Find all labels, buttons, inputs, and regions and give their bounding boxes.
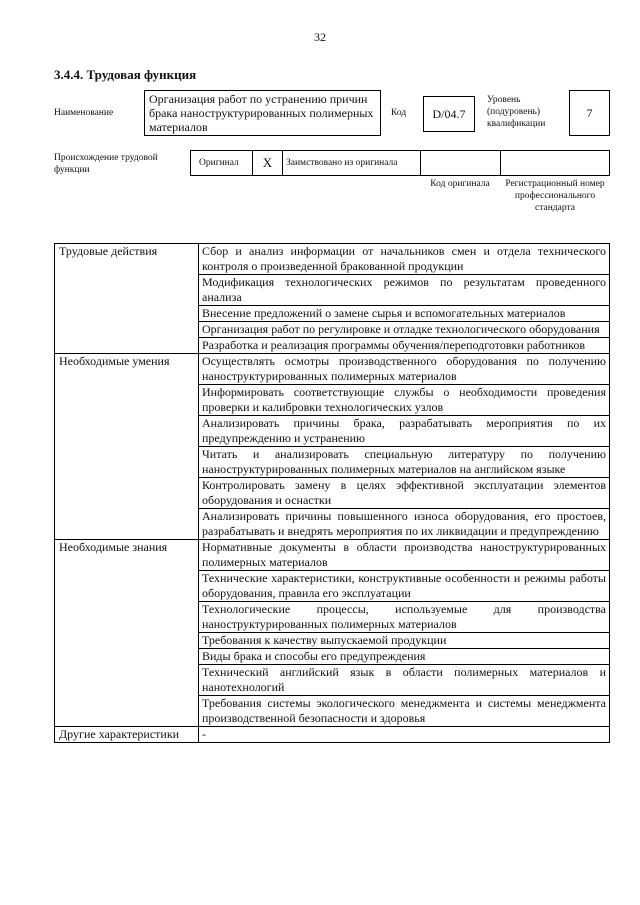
origin-block — [54, 150, 610, 230]
item-cell: Контролировать замену в целях эффективной эксплуатации элементов оборудования и оснастки — [199, 478, 610, 509]
function-details-table — [54, 243, 610, 743]
reg-number-label: Регистрационный номер профессионального стандарта — [505, 179, 605, 213]
table-row — [55, 540, 610, 571]
item-cell: Организация работ по регулировке и отладке технологического оборудования — [199, 322, 610, 338]
code-label: Код — [391, 108, 407, 118]
name-label: Наименование — [54, 108, 114, 118]
table-row — [55, 244, 610, 275]
item-cell: Нормативные документы в области производства наноструктурированных полимерных материалов — [199, 540, 610, 571]
page-number: 32 — [314, 30, 326, 44]
level-value-box: 7 — [569, 90, 610, 136]
category-cell: Другие характеристики — [55, 727, 199, 743]
item-cell: Технические характеристики, конструктивные особенности и режимы работы оборудования, правила его эксплуатации — [199, 571, 610, 602]
origin-row — [190, 150, 610, 176]
code-original-label: Код оригинала — [430, 179, 490, 189]
item-cell: Внесение предложений о замене сырья и вспомогательных материалов — [199, 306, 610, 322]
table-row — [55, 354, 610, 385]
item-cell: Анализировать причины брака, разрабатывать мероприятия по их предупреждению и устранению — [199, 416, 610, 447]
original-label: Оригинал — [191, 151, 253, 175]
item-cell: Сбор и анализ информации от начальников смен и отдела технического контроля о произведенной бракованной продукции — [199, 244, 610, 275]
item-cell: - — [199, 727, 610, 743]
item-cell: Анализировать причины повышенного износа оборудования, его простоев, разрабатывать и внедрять мероприятия по их ликвидации и предупреждению — [199, 509, 610, 540]
reg-number-cell — [501, 151, 609, 175]
item-cell: Модификация технологических режимов по результатам проведенного анализа — [199, 275, 610, 306]
item-cell: Требования к качеству выпускаемой продукции — [199, 633, 610, 649]
category-cell: Необходимые знания — [55, 540, 199, 727]
item-cell: Виды брака и способы его предупреждения — [199, 649, 610, 665]
code-original-cell — [421, 151, 501, 175]
item-cell: Требования системы экологического менеджмента и системы менеджмента производственной безопасности и здоровья — [199, 696, 610, 727]
item-cell: Технический английский язык в области полимерных материалов и нанотехнологий — [199, 665, 610, 696]
original-mark: X — [253, 151, 283, 175]
item-cell: Разработка и реализация программы обучения/переподготовки работников — [199, 338, 610, 354]
function-name-box: Организация работ по устранению причин брака наноструктурированных полимерных материалов — [144, 90, 381, 136]
category-cell: Необходимые умения — [55, 354, 199, 540]
table-row — [55, 727, 610, 743]
item-cell: Осуществлять осмотры производственного оборудования по получению наноструктурированных полимерных материалов — [199, 354, 610, 385]
origin-label: Происхождение трудовой функции — [54, 153, 158, 175]
borrowed-label: Заимствовано из оригинала — [283, 151, 421, 175]
section-heading: 3.4.4. Трудовая функция — [54, 67, 197, 82]
item-cell: Информировать соответствующие службы о необходимости проведения проверки и калибровки технологических узлов — [199, 385, 610, 416]
code-value-box: D/04.7 — [423, 96, 475, 132]
function-header — [54, 90, 610, 138]
item-cell: Читать и анализировать специальную литературу по получению наноструктурированных полимерных материалов на английском языке — [199, 447, 610, 478]
level-label: Уровень (подуровень) квалификации — [487, 95, 546, 129]
category-cell: Трудовые действия — [55, 244, 199, 354]
item-cell: Технологические процессы, используемые для производства наноструктурированных полимерных материалов — [199, 602, 610, 633]
